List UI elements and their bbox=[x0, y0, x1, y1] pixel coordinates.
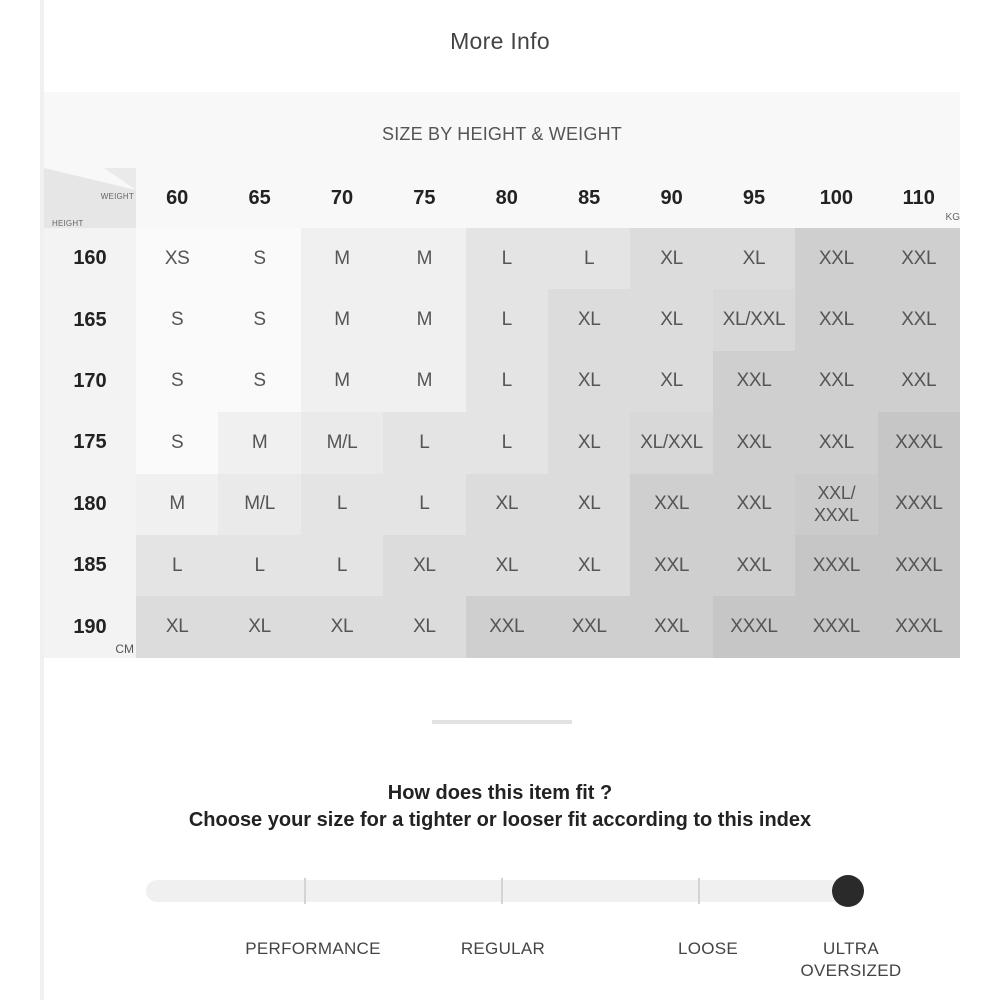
size-cell: XL bbox=[136, 596, 218, 657]
weight-value: 70 bbox=[330, 186, 354, 209]
size-cell: XXL bbox=[630, 535, 712, 596]
size-cell: M bbox=[218, 412, 300, 473]
fit-option-ultra-oversized[interactable]: ULTRA OVERSIZED bbox=[800, 939, 902, 980]
size-cell: XXL bbox=[713, 412, 795, 473]
weight-value: 65 bbox=[248, 186, 271, 209]
size-cell: XXL bbox=[713, 535, 795, 596]
size-cell: L bbox=[301, 474, 383, 535]
size-cell: XL bbox=[548, 474, 630, 535]
fit-slider-tick bbox=[501, 878, 503, 904]
size-cell: XXXL bbox=[878, 596, 960, 657]
height-value: 175 bbox=[73, 431, 107, 454]
size-cell: XXL bbox=[795, 412, 877, 473]
height-row-header bbox=[44, 474, 136, 535]
size-cell: XL bbox=[630, 351, 712, 412]
size-cell: XL bbox=[466, 474, 548, 535]
weight-unit: KG bbox=[945, 212, 960, 223]
height-value: 165 bbox=[73, 308, 107, 331]
weight-value: 80 bbox=[495, 186, 518, 209]
size-cell: XL bbox=[548, 412, 630, 473]
size-cell: M bbox=[383, 289, 465, 350]
weight-value: 75 bbox=[413, 186, 436, 209]
size-cell: L bbox=[383, 474, 465, 535]
size-cell: XXL bbox=[466, 596, 548, 657]
size-cell: XXL bbox=[878, 228, 960, 289]
size-cell: XXL bbox=[713, 474, 795, 535]
height-value: 180 bbox=[73, 492, 107, 515]
height-row-header bbox=[44, 596, 136, 657]
size-grid bbox=[44, 168, 960, 658]
size-cell: XL bbox=[630, 289, 712, 350]
weight-value: 95 bbox=[742, 186, 766, 209]
size-cell: XXXL bbox=[878, 412, 960, 473]
weight-column-header bbox=[795, 168, 877, 228]
size-cell: XL/XXL bbox=[630, 412, 712, 473]
weight-value: 85 bbox=[578, 186, 601, 209]
size-cell: XXL/ XXXL bbox=[795, 474, 877, 535]
size-cell: XXL bbox=[795, 289, 877, 350]
height-unit: CM bbox=[115, 641, 134, 656]
weight-value: 110 bbox=[902, 186, 935, 209]
height-row-header bbox=[44, 535, 136, 596]
fit-slider-knob[interactable] bbox=[832, 875, 864, 907]
size-chart bbox=[44, 92, 960, 658]
axis-corner bbox=[44, 168, 136, 228]
size-cell: S bbox=[218, 228, 300, 289]
size-cell: XS bbox=[136, 228, 218, 289]
fit-slider-tick bbox=[304, 878, 306, 904]
fit-slider-tick bbox=[698, 878, 700, 904]
height-row-header bbox=[44, 228, 136, 289]
size-cell: XXL bbox=[630, 474, 712, 535]
fit-option-performance[interactable]: PERFORMANCE bbox=[245, 939, 381, 958]
fit-slider-track[interactable] bbox=[146, 880, 860, 902]
weight-column-header bbox=[218, 168, 300, 228]
weight-column-header bbox=[630, 168, 712, 228]
fit-option-regular[interactable]: REGULAR bbox=[460, 939, 546, 958]
size-cell: XXL bbox=[878, 351, 960, 412]
size-cell: L bbox=[466, 351, 548, 412]
size-cell: XL bbox=[218, 596, 300, 657]
weight-column-header bbox=[713, 168, 795, 228]
weight-axis-label: WEIGHT bbox=[100, 192, 134, 201]
size-cell: XL bbox=[383, 596, 465, 657]
height-axis-label: HEIGHT bbox=[52, 219, 84, 228]
size-cell: M/L bbox=[218, 474, 300, 535]
size-cell: XL bbox=[548, 351, 630, 412]
size-cell: XXL bbox=[795, 351, 877, 412]
section-divider bbox=[432, 720, 572, 724]
size-cell: XXL bbox=[878, 289, 960, 350]
size-cell: S bbox=[218, 351, 300, 412]
size-cell: M bbox=[136, 474, 218, 535]
weight-value: 60 bbox=[166, 186, 189, 209]
size-cell: XL bbox=[301, 596, 383, 657]
weight-column-header bbox=[301, 168, 383, 228]
weight-column-header bbox=[383, 168, 465, 228]
weight-value: 90 bbox=[660, 186, 683, 209]
size-cell: XL/XXL bbox=[713, 289, 795, 350]
page-title: More Info bbox=[450, 28, 550, 54]
size-cell: XL bbox=[630, 228, 712, 289]
height-value: 160 bbox=[73, 247, 107, 270]
size-cell: XXXL bbox=[795, 535, 877, 596]
size-cell: XXXL bbox=[878, 535, 960, 596]
size-cell: S bbox=[136, 289, 218, 350]
size-cell: M bbox=[301, 228, 383, 289]
size-cell: M bbox=[301, 351, 383, 412]
size-cell: L bbox=[383, 412, 465, 473]
size-cell: XL bbox=[383, 535, 465, 596]
size-chart-heading: SIZE BY HEIGHT & WEIGHT bbox=[382, 124, 622, 144]
weight-value: 100 bbox=[819, 186, 854, 209]
size-cell: XXL bbox=[548, 596, 630, 657]
height-row-header bbox=[44, 289, 136, 350]
height-row-header bbox=[44, 351, 136, 412]
size-cell: XXXL bbox=[713, 596, 795, 657]
weight-column-header bbox=[548, 168, 630, 228]
height-value: 185 bbox=[73, 554, 107, 577]
size-cell: XXXL bbox=[878, 474, 960, 535]
size-cell: L bbox=[301, 535, 383, 596]
size-cell: XXL bbox=[713, 351, 795, 412]
size-cell: XXL bbox=[630, 596, 712, 657]
size-cell: XXXL bbox=[795, 596, 877, 657]
fit-instruction: Choose your size for a tighter or looser fit according to this index bbox=[188, 809, 812, 831]
size-cell: L bbox=[466, 412, 548, 473]
size-cell: S bbox=[136, 412, 218, 473]
fit-option-loose[interactable]: LOOSE bbox=[677, 939, 739, 958]
size-cell: S bbox=[218, 289, 300, 350]
size-cell: M bbox=[383, 351, 465, 412]
size-cell: S bbox=[136, 351, 218, 412]
size-cell: L bbox=[136, 535, 218, 596]
size-cell: L bbox=[548, 228, 630, 289]
weight-column-header bbox=[136, 168, 218, 228]
size-cell: M bbox=[383, 228, 465, 289]
size-cell: XL bbox=[466, 535, 548, 596]
size-cell: L bbox=[466, 228, 548, 289]
weight-column-header bbox=[466, 168, 548, 228]
size-cell: XL bbox=[548, 289, 630, 350]
size-cell: M bbox=[301, 289, 383, 350]
size-cell: XL bbox=[713, 228, 795, 289]
size-cell: XL bbox=[548, 535, 630, 596]
height-row-header bbox=[44, 412, 136, 473]
size-cell: XXL bbox=[795, 228, 877, 289]
size-cell: L bbox=[218, 535, 300, 596]
height-value: 170 bbox=[73, 369, 107, 392]
fit-question: How does this item fit ? bbox=[387, 782, 613, 804]
weight-column-header bbox=[878, 168, 960, 228]
size-cell: L bbox=[466, 289, 548, 350]
size-cell: M/L bbox=[301, 412, 383, 473]
height-value: 190 bbox=[73, 615, 107, 638]
